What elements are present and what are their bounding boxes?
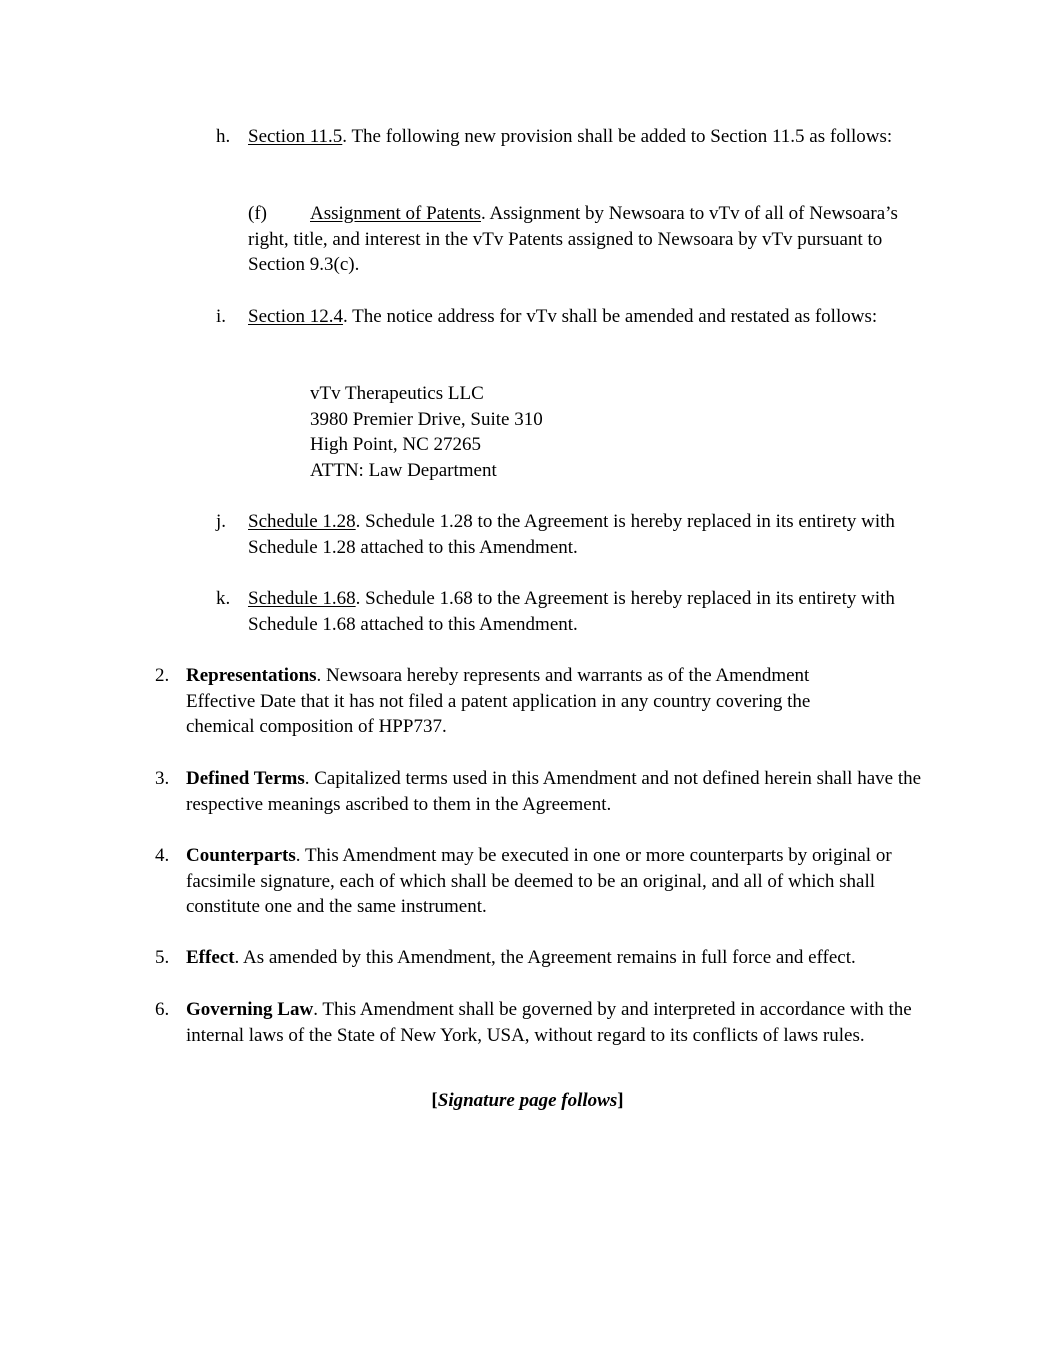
section-heading: Effect <box>186 947 235 968</box>
section-heading: Defined Terms <box>186 768 305 789</box>
section-number: 6. <box>155 999 170 1020</box>
address-line: ATTN: Law Department <box>310 459 497 481</box>
notice-address <box>310 381 710 483</box>
section-heading: Counterparts <box>186 845 296 866</box>
item-h-sub-f <box>248 201 928 278</box>
item-k-heading: Schedule 1.68 <box>248 588 356 609</box>
footer-label: Signature page follows <box>437 1090 618 1111</box>
section-paragraph <box>186 945 936 971</box>
item-i-paragraph <box>248 304 908 330</box>
item-h-sub-paragraph <box>248 201 918 278</box>
footer-open-bracket: [ <box>431 1090 438 1111</box>
section-text: . Capitalized terms used in this Amendment and not defined herein shall have the respective meanings ascribed to them in the Agreement. <box>186 768 922 815</box>
item-k-paragraph <box>248 586 923 637</box>
item-h-text: . The following new provision shall be added to Section 11.5 as follows: <box>342 126 893 147</box>
item-i-text: . The notice address for vTv shall be amended and restated as follows: <box>343 306 878 327</box>
item-k-marker: k. <box>216 588 231 609</box>
section-paragraph <box>186 766 931 817</box>
item-h-marker: h. <box>216 126 231 147</box>
item-h-sub-heading: Assignment of Patents <box>310 203 481 224</box>
item-h-paragraph <box>248 124 908 150</box>
item-k-text: . Schedule 1.68 to the Agreement is hereby replaced in its entirety with Schedule 1.68 attached to this Amendment. <box>248 588 895 635</box>
section-number: 5. <box>155 947 170 968</box>
section-paragraph <box>186 663 881 740</box>
item-h-sub-text: . Assignment by Newsoara to vTv of all of Newsoara’s right, title, and interest in the vTv Patents assigned to Newsoara by vTv pursuant to Section 9.3(c). <box>248 203 898 276</box>
section-heading: Governing Law <box>186 999 314 1020</box>
section-text: . As amended by this Amendment, the Agreement remains in full force and effect. <box>234 947 856 968</box>
footer-close-bracket: ] <box>617 1090 624 1111</box>
item-i-heading: Section 12.4 <box>248 306 343 327</box>
address-line: 3980 Premier Drive, Suite 310 <box>310 408 543 430</box>
item-h-sub-marker: (f) <box>248 203 267 224</box>
section-number: 4. <box>155 845 170 866</box>
item-j-text: . Schedule 1.28 to the Agreement is hereby replaced in its entirety with Schedule 1.28 attached to this Amendment. <box>248 511 895 558</box>
section-paragraph <box>186 997 916 1048</box>
section-text: . This Amendment shall be governed by and interpreted in accordance with the internal laws of the State of New York, USA, without regard to its conflicts of laws rules. <box>186 999 912 1046</box>
item-h-heading: Section 11.5 <box>248 126 343 147</box>
section-number: 3. <box>155 768 170 789</box>
section-paragraph <box>186 843 936 920</box>
item-j-marker: j. <box>216 511 227 532</box>
address-line: vTv Therapeutics LLC <box>310 383 484 404</box>
address-line: High Point, NC 27265 <box>310 434 482 456</box>
section-text: . Newsoara hereby represents and warrants as of the Amendment Effective Date that it has not filed a patent application in any country covering the chemical composition of HPP737. <box>186 665 811 738</box>
item-j-paragraph <box>248 509 923 560</box>
section-text: . This Amendment may be executed in one or more counterparts by original or facsimile signature, each of which shall be deemed to be an original, and all of which shall constitute one and the same instrument. <box>186 845 892 918</box>
item-j-heading: Schedule 1.28 <box>248 511 356 532</box>
section-heading: Representations <box>186 665 317 686</box>
section-number: 2. <box>155 665 170 686</box>
item-i-marker: i. <box>216 306 227 327</box>
signature-page-note <box>0 1088 1055 1114</box>
